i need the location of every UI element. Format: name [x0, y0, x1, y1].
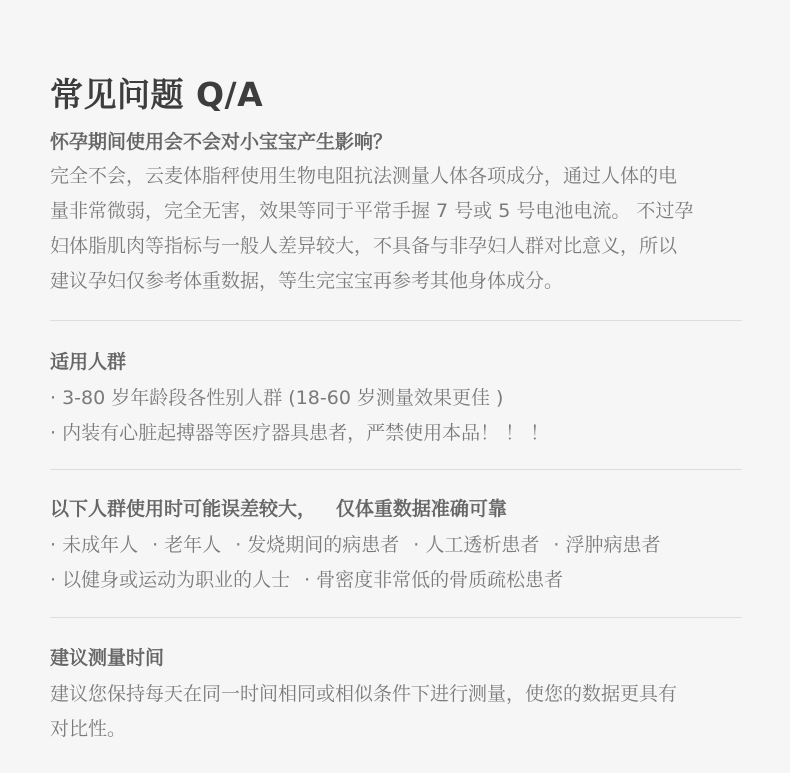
- faq-answer-line: 完全不会，云麦体脂秤使用生物电阻抗法测量人体各项成分，通过人体的电: [50, 165, 678, 187]
- error-groups-row: [50, 528, 742, 563]
- applicable-item: · 内装有心脏起搏器等医疗器具患者，严禁使用本品！ ！ ！: [50, 422, 550, 444]
- timing-section: [50, 644, 742, 747]
- page-title: 常见问题 Q/A: [50, 75, 264, 114]
- error-groups-row: [50, 563, 742, 598]
- faq-section: [50, 128, 742, 299]
- faq-answer-line: 妇体脂肌肉等指标与一般人差异较大，不具备与非孕妇人群对比意义，所以: [50, 235, 678, 257]
- error-group-item: · 未成年人: [50, 534, 139, 556]
- faq-answer-line: 建议孕妇仅参考体重数据，等生完宝宝再参考其他身体成分。: [50, 270, 564, 292]
- error-group-item: · 人工透析患者: [413, 534, 540, 556]
- timing-line: 对比性。: [50, 718, 127, 740]
- error-group-item: · 老年人: [152, 534, 222, 556]
- error-group-item: · 发烧期间的病患者: [235, 534, 400, 556]
- error-group-item: · 骨密度非常低的骨质疏松患者: [304, 569, 564, 591]
- section-divider: [50, 617, 742, 618]
- faq-answer-line: 量非常微弱，完全无害，效果等同于平常手握 7 号或 5 号电池电流。 不过孕: [50, 200, 694, 222]
- section-divider: [50, 469, 742, 470]
- error-groups-section: [50, 495, 742, 598]
- applicable-heading: 适用人群: [50, 351, 127, 373]
- error-group-item: · 以健身或运动为职业的人士: [50, 569, 291, 591]
- applicable-item: · 3-80 岁年龄段各性别人群 (18-60 岁测量效果更佳 ): [50, 387, 504, 409]
- error-groups-heading: 以下人群使用时可能误差较大， 仅体重数据准确可靠: [50, 498, 507, 520]
- error-group-item: · 浮肿病患者: [553, 534, 661, 556]
- timing-heading: 建议测量时间: [50, 647, 165, 669]
- applicable-section: [50, 348, 742, 451]
- faq-question: 怀孕期间使用会不会对小宝宝产生影响？: [50, 131, 393, 153]
- timing-line: 建议您保持每天在同一时间相同或相似条件下进行测量，使您的数据更具有: [50, 683, 678, 705]
- section-divider: [50, 320, 742, 321]
